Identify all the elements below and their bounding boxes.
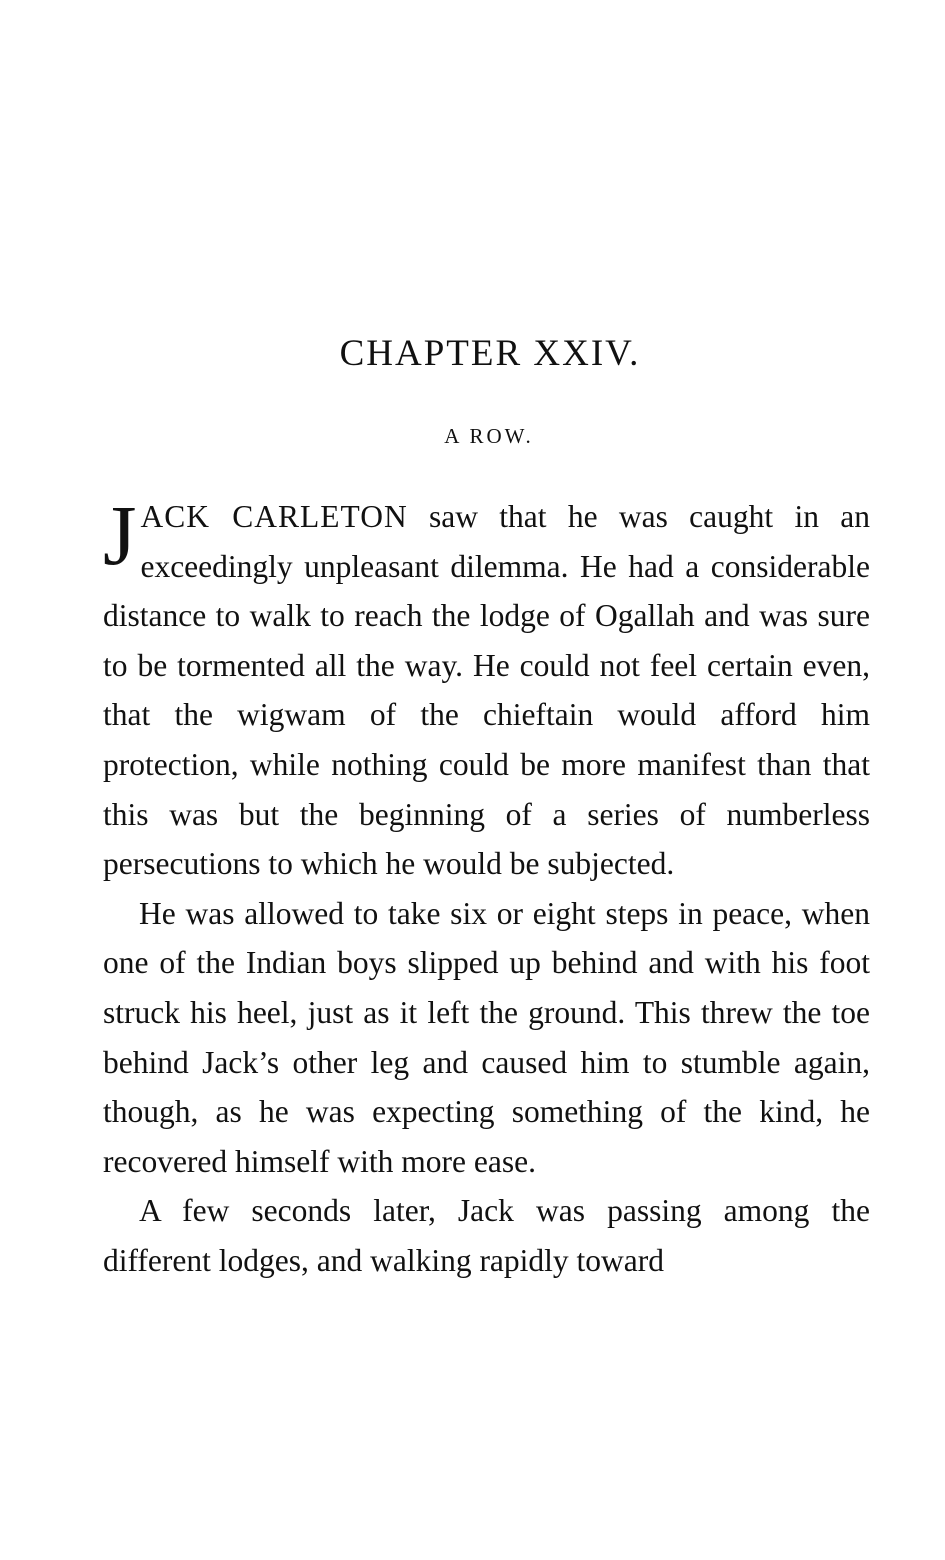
chapter-subtitle: A ROW. <box>444 424 534 448</box>
chapter-body <box>103 487 870 1286</box>
paragraph-1 <box>103 487 870 889</box>
chapter-title: CHAPTER XXIV. <box>339 333 641 374</box>
lead-in-text: ACK CARLETON <box>140 499 408 534</box>
paragraph-3: A few seconds later, Jack was passing among the different lodges, and walking rapidly toward <box>103 1193 870 1278</box>
paragraph-2: He was allowed to take six or eight steps in peace, when one of the Indian boys slipped up behind and with his foot struck his heel, just as it left the ground. This threw the toe behind Jack’s other leg and caused him to stumble again, though, as he was expecting something of the kind, he recovered himself with more ease. <box>103 895 870 1179</box>
paragraph-1-text: saw that he was caught in an exceedingly unpleasant dilemma. He had a considerable distance to walk to reach the lodge of Ogallah and was sure to be tormented all the way. He could not feel certain even, that the wigwam of the chieftain would afford him protection, while nothing could be more manifest than that this was but the beginning of a series of numberless persecutions to which he would be subjected. <box>103 499 870 882</box>
drop-cap: J <box>103 487 137 583</box>
